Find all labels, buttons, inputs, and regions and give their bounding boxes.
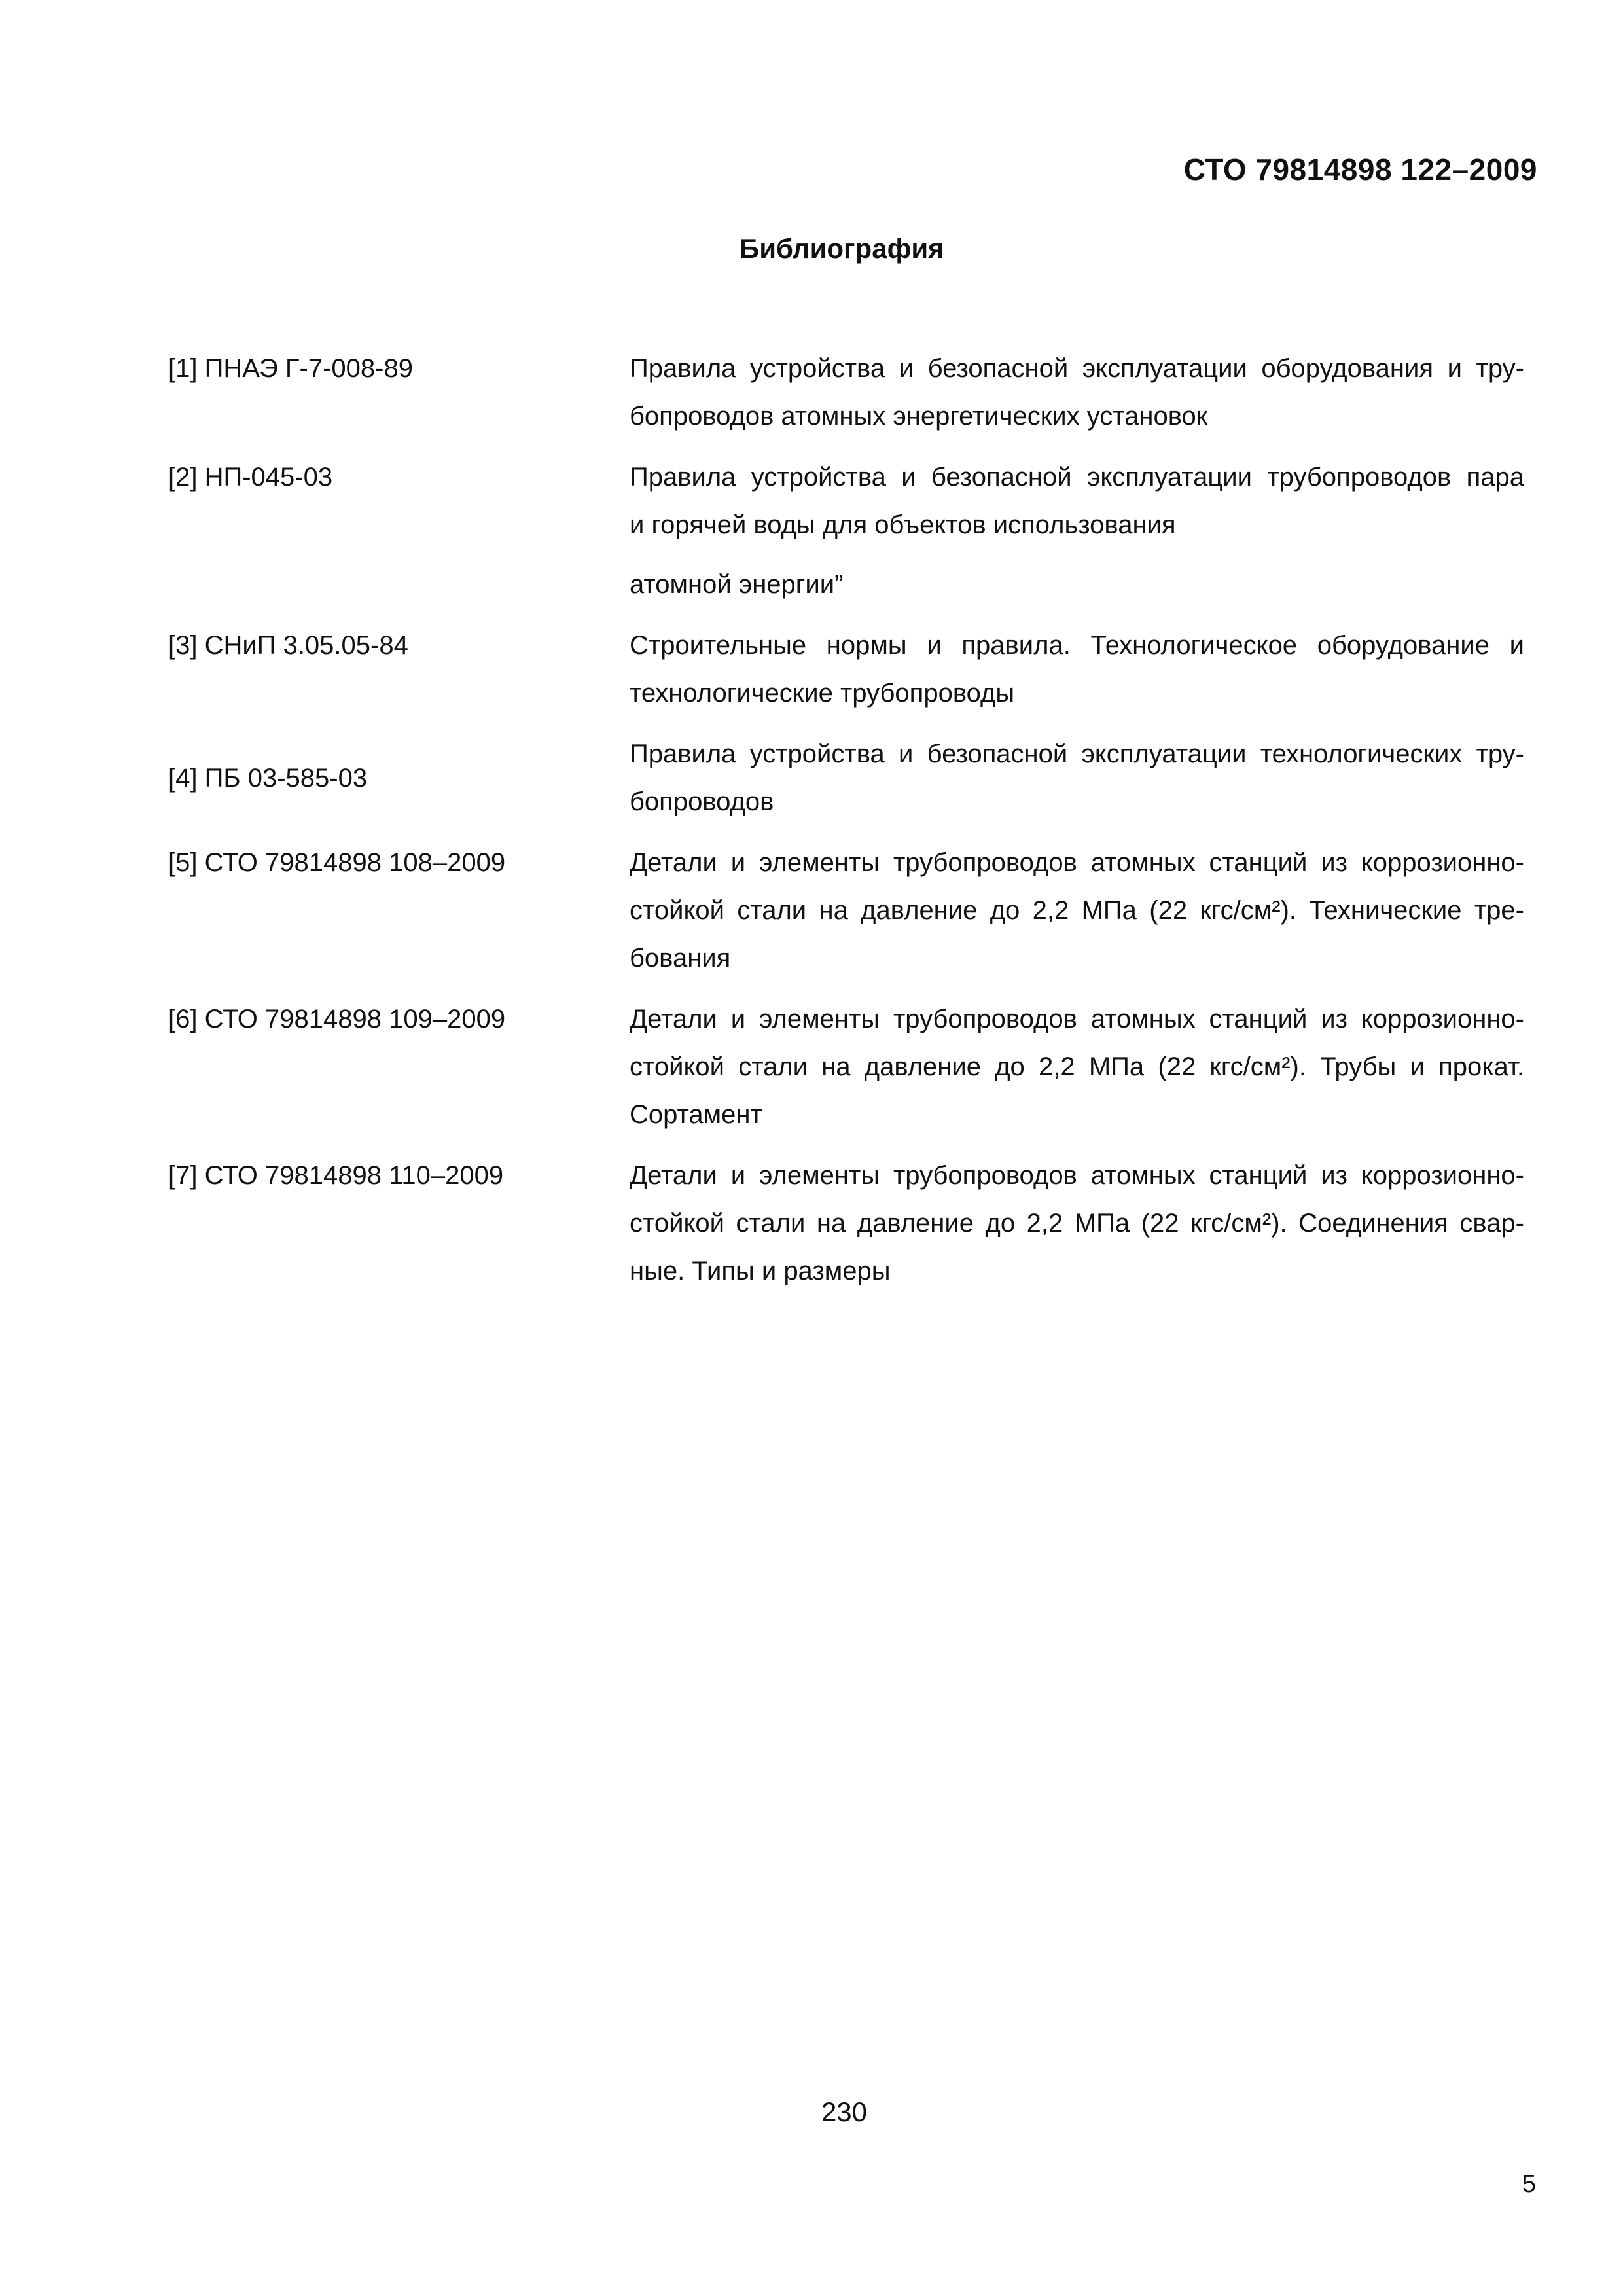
document-code: СТО 79814898 122–2009 bbox=[1183, 152, 1537, 187]
bibliography-title-line: бопроводов bbox=[630, 787, 774, 816]
bibliography-title-line: Строительные нормы и правила. Технологическое оборудование и bbox=[630, 631, 1524, 660]
bibliography-ref: [7] СТО 79814898 110–2009 bbox=[168, 1161, 504, 1190]
bibliography-title bbox=[630, 454, 1524, 609]
bibliography-entry bbox=[168, 996, 1524, 1139]
bibliography-title-line: Сортамент bbox=[630, 1100, 762, 1129]
bibliography-title bbox=[630, 839, 1524, 982]
bibliography-list bbox=[168, 345, 1524, 1308]
bibliography-title bbox=[630, 345, 1524, 440]
bibliography-title-continuation: атомной энергии” bbox=[630, 570, 844, 599]
bibliography-title-line: Правила устройства и безопасной эксплуатации трубопроводов пара bbox=[630, 463, 1524, 492]
bibliography-ref: [5] СТО 79814898 108–2009 bbox=[168, 848, 506, 877]
bibliography-ref: [2] НП-045-03 bbox=[168, 463, 333, 492]
bibliography-ref: [1] ПНАЭ Г-7-008-89 bbox=[168, 354, 413, 383]
bibliography-title-line: Детали и элементы трубопроводов атомных станций из коррозионно- bbox=[630, 848, 1524, 877]
sheet-number: 5 bbox=[1522, 2170, 1536, 2198]
bibliography-entry bbox=[168, 454, 1524, 609]
bibliography-ref: [4] ПБ 03-585-03 bbox=[168, 763, 368, 793]
bibliography-entry bbox=[168, 1152, 1524, 1295]
bibliography-title-line: Правила устройства и безопасной эксплуатации оборудования и тру- bbox=[630, 354, 1524, 383]
bibliography-title-line: ные. Типы и размеры bbox=[630, 1257, 891, 1285]
bibliography-title-line: Детали и элементы трубопроводов атомных станций из коррозионно- bbox=[630, 1161, 1524, 1190]
bibliography-title-line: технологические трубопроводы bbox=[630, 679, 1015, 708]
bibliography-entry bbox=[168, 622, 1524, 717]
bibliography-title-line: бопроводов атомных энергетических установок bbox=[630, 402, 1208, 431]
bibliography-title-line: стойкой стали на давление до 2,2 МПа (22 кгс/см²). Трубы и прокат. bbox=[630, 1052, 1524, 1081]
bibliography-title bbox=[630, 1152, 1524, 1295]
bibliography-title-line: Детали и элементы трубопроводов атомных станций из коррозионно- bbox=[630, 1005, 1524, 1033]
bibliography-ref: [6] СТО 79814898 109–2009 bbox=[168, 1005, 506, 1033]
bibliography-title-line: и горячей воды для объектов использования bbox=[630, 511, 1176, 539]
bibliography-ref: [3] СНиП 3.05.05-84 bbox=[168, 631, 408, 660]
bibliography-title-line: стойкой стали на давление до 2,2 МПа (22 кгс/см²). Технические тре- bbox=[630, 896, 1524, 925]
bibliography-title-line: Правила устройства и безопасной эксплуатации технологических тру- bbox=[630, 740, 1524, 768]
bibliography-title bbox=[630, 730, 1524, 826]
bibliography-title-line: стойкой стали на давление до 2,2 МПа (22 кгс/см²). Соединения свар- bbox=[630, 1209, 1524, 1238]
bibliography-entry bbox=[168, 345, 1524, 440]
bibliography-entry bbox=[168, 839, 1524, 982]
bibliography-entry bbox=[168, 730, 1524, 826]
bibliography-title bbox=[630, 996, 1524, 1139]
bibliography-title bbox=[630, 622, 1524, 717]
bibliography-title-line: бования bbox=[630, 944, 731, 973]
page-number: 230 bbox=[821, 2096, 868, 2127]
section-title: Библиография bbox=[740, 233, 944, 264]
